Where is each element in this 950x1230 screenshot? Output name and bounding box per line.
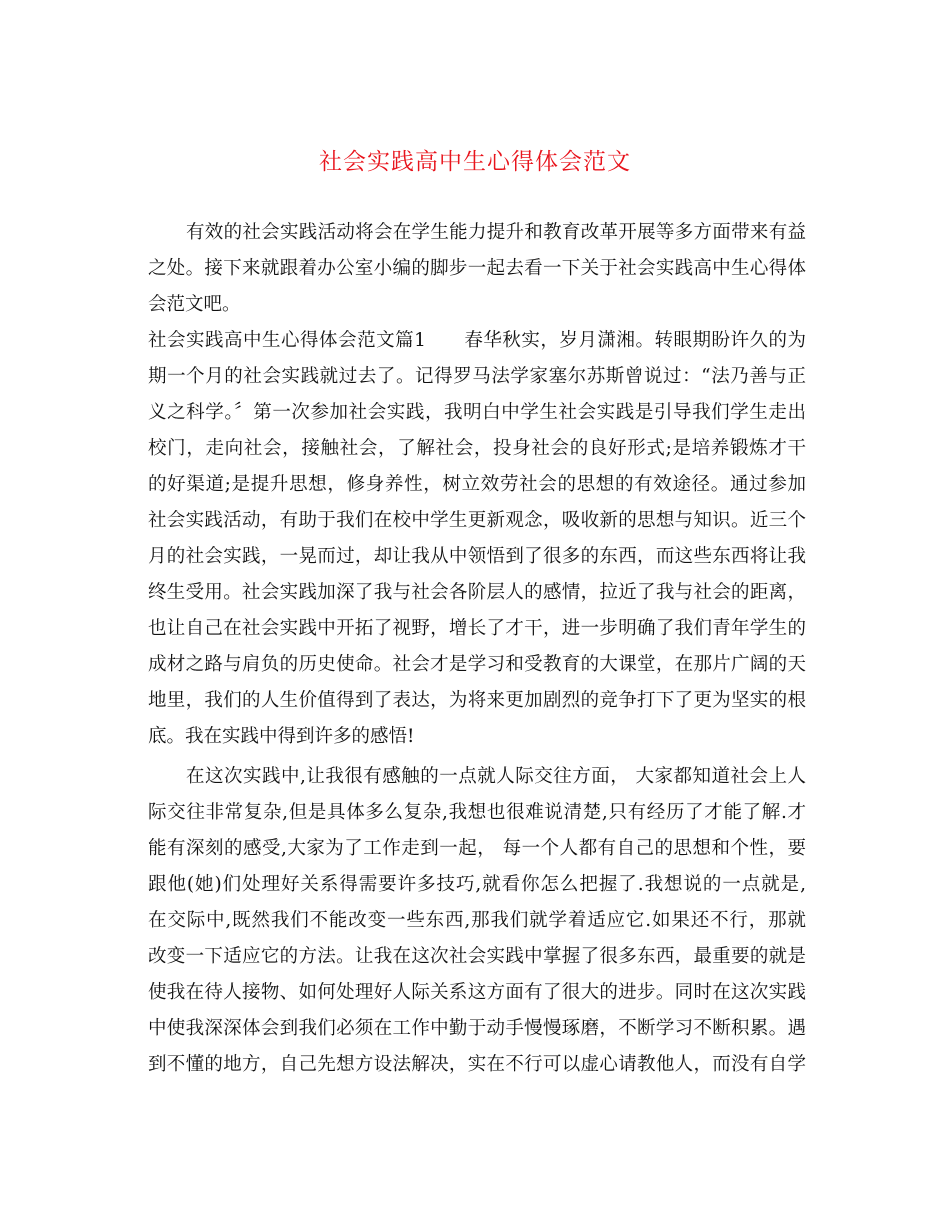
text-line: 之处。接下来就跟着办公室小编的脚步一起去看一下关于社会实践高中生心得体 <box>148 258 806 279</box>
text-line: 的好渠道;是提升思想，修身养性，树立效劳社会的思想的有效途径。通过参加 <box>148 474 806 495</box>
text-line: 月的社会实践，一晃而过，却让我从中领悟到了很多的东西，而这些东西将让我 <box>148 546 806 567</box>
paragraph-intro <box>148 215 806 755</box>
text-line: 有效的社会实践活动将会在学生能力提升和教育改革开展等多方面带来有益 <box>186 222 806 243</box>
text-line: 底。我在实践中得到许多的感悟! <box>148 726 415 747</box>
text-line: 到不懂的地方，自己先想方设法解决，实在不行可以虚心请教他人，而没有自学 <box>148 1054 806 1075</box>
text-line: 际交往非常复杂,但是具体多么复杂,我想也很难说清楚,只有经历了才能了解.才 <box>148 802 806 823</box>
text-line: 能有深刻的感受,大家为了工作走到一起， 每一个人都有自己的思想和个性，要 <box>148 838 806 859</box>
text-line: 会范文吧。 <box>148 294 241 315</box>
text-line: 在这次实践中,让我很有感触的一点就人际交往方面， 大家都知道社会上人 <box>186 766 806 787</box>
text-line: 社会实践活动，有助于我们在校中学生更新观念，吸收新的思想与知识。近三个 <box>148 510 806 531</box>
text-line: 社会实践高中生心得体会范文篇1 春华秋实，岁月潇湘。转眼期盼许久的为 <box>148 330 806 351</box>
text-line: 跟他(她)们处理好关系得需要许多技巧,就看你怎么把握了.我想说的一点就是, <box>148 874 806 895</box>
text-line: 期一个月的社会实践就过去了。记得罗马法学家塞尔苏斯曾说过：“法乃善与正 <box>148 366 806 387</box>
text-line: 也让自己在社会实践中开拓了视野，增长了才干，进一步明确了我们青年学生的 <box>148 618 806 639</box>
text-line: 在交际中,既然我们不能改变一些东西,那我们就学着适应它.如果还不行，那就 <box>148 910 806 931</box>
paragraph-interpersonal <box>148 759 806 1083</box>
text-line: 义之科学。〞第一次参加社会实践，我明白中学生社会实践是引导我们学生走出 <box>148 402 806 423</box>
text-line: 改变一下适应它的方法。让我在这次社会实践中掌握了很多东西，最重要的就是 <box>148 946 806 967</box>
text-line: 终生受用。社会实践加深了我与社会各阶层人的感情，拉近了我与社会的距离， <box>148 582 806 603</box>
document-title: 社会实践高中生心得体会范文 <box>319 149 631 175</box>
text-line: 中使我深深体会到我们必须在工作中勤于动手慢慢琢磨，不断学习不断积累。遇 <box>148 1018 806 1039</box>
text-line: 地里，我们的人生价值得到了表达，为将来更加剧烈的竞争打下了更为坚实的根 <box>148 690 806 711</box>
text-line: 使我在待人接物、如何处理好人际关系这方面有了很大的进步。同时在这次实践 <box>148 982 806 1003</box>
text-line: 成材之路与肩负的历史使命。社会才是学习和受教育的大课堂，在那片广阔的天 <box>148 654 806 675</box>
text-line: 校门，走向社会，接触社会，了解社会，投身社会的良好形式;是培养锻炼才干 <box>148 438 806 459</box>
